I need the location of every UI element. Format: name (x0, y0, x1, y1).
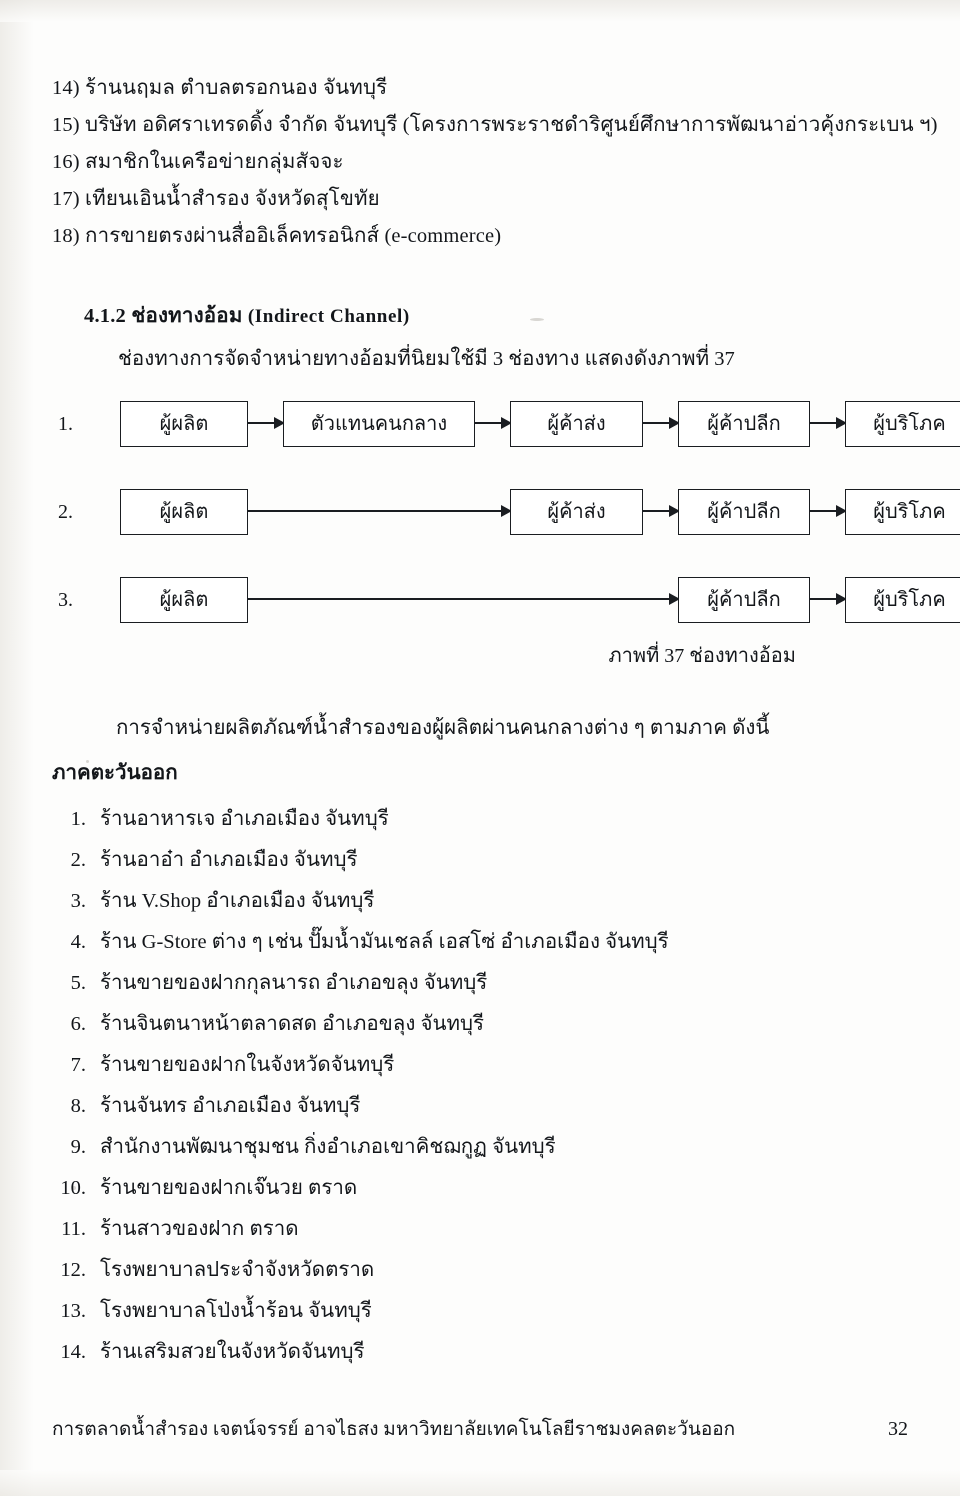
diagram-arrow (248, 510, 510, 512)
list-item-number: 10. (60, 1177, 86, 1199)
top-numbered-list (52, 70, 938, 255)
diagram-box: ผู้บริโภค (845, 489, 960, 535)
diagram-arrow (810, 510, 845, 512)
diagram-row-1 (52, 401, 946, 449)
region-heading: ภาคตะวันออก (52, 762, 178, 784)
diagram-arrow (248, 422, 283, 424)
list-item (52, 1127, 892, 1168)
list-item (52, 1209, 892, 1250)
diagram-box: ผู้ค้าปลีก (678, 401, 810, 447)
diagram-box: ผู้ค้าปลีก (678, 577, 810, 623)
diagram-box: ผู้ค้าส่ง (510, 401, 643, 447)
diagram-box: ผู้บริโภค (845, 577, 960, 623)
list-item (52, 1168, 892, 1209)
list-item-number: 4. (70, 931, 86, 953)
list-item: 15) บริษัท อดิศราเทรดดิ้ง จำกัด จันทบุรี (โครงการพระราชดำริศูนย์ศึกษาการพัฒนาอ่าวคุ้งกระเบน ฯ) (52, 114, 938, 136)
list-item: 17) เทียนเอินน้ำสำรอง จังหวัดสุโขทัย (52, 188, 380, 210)
channel-diagram (52, 401, 946, 633)
list-item-label: ร้านจินตนาหน้าตลาดสด อำเภอขลุง จันทบุรี (100, 1013, 485, 1035)
list-item (52, 1045, 892, 1086)
row-label: 1. (58, 413, 73, 435)
list-item-number: 6. (70, 1013, 86, 1035)
diagram-arrow (475, 422, 510, 424)
section-heading (84, 299, 892, 332)
diagram-box: ผู้ผลิต (120, 401, 248, 447)
footer-text: การตลาดน้ำสำรอง เจตน์จรรย์ อาจไธสง มหาวิทยาลัยเทคโนโลยีราชมงคลตะวันออก (52, 1419, 736, 1440)
list-item (52, 1332, 892, 1373)
figure-caption: ภาพที่ 37 ช่องทางอ้อม (608, 645, 796, 667)
list-item-number: 14. (60, 1341, 86, 1363)
list-item: 14) ร้านนฤมล ตำบลตรอกนอง จันทบุรี (52, 77, 388, 99)
list-item-label: ร้านสาวของฝาก ตราด (100, 1218, 299, 1240)
diagram-box: ผู้ผลิต (120, 577, 248, 623)
diagram-box: ผู้ค้าปลีก (678, 489, 810, 535)
scan-edge-top (0, 0, 960, 22)
list-item (52, 1086, 892, 1127)
page-footer (52, 1414, 908, 1444)
list-item-number: 5. (70, 972, 86, 994)
section-intro: ช่องทางการจัดจำหน่ายทางอ้อมที่นิยมใช้มี 3 ช่องทาง แสดงดังภาพที่ 37 (118, 348, 735, 370)
diagram-arrow (643, 422, 678, 424)
list-item-number: 11. (61, 1218, 86, 1240)
list-item-label: ร้าน G-Store ต่าง ๆ เช่น ปั๊มน้ำมันเชลล์ เอสโซ่ อำเภอเมือง จันทบุรี (100, 931, 669, 953)
list-item-number: 7. (70, 1054, 86, 1076)
list-item-label: ร้านอาหารเจ อำเภอเมือง จันทบุรี (100, 808, 389, 830)
list-item-label: สำนักงานพัฒนาชุมชน กิ่งอำเภอเขาคิชฌกูฏ จันทบุรี (100, 1136, 556, 1158)
diagram-box: ผู้ผลิต (120, 489, 248, 535)
page-content (52, 70, 946, 1373)
diagram-arrow (248, 598, 678, 600)
row-label: 3. (58, 589, 73, 611)
list-item (52, 881, 892, 922)
bottom-numbered-list (52, 799, 892, 1373)
section-title-th: ช่องทางอ้อม (131, 305, 243, 327)
list-item (52, 1004, 892, 1045)
list-item-number: 13. (60, 1300, 86, 1322)
diagram-box: ผู้บริโภค (845, 401, 960, 447)
list-item: 16) สมาชิกในเครือข่ายกลุ่มสัจจะ (52, 151, 344, 173)
list-item-label: ร้านจันทร อำเภอเมือง จันทบุรี (100, 1095, 361, 1117)
list-item-number: 9. (70, 1136, 86, 1158)
list-item-number: 2. (70, 849, 86, 871)
list-item-label: ร้านเสริมสวยในจังหวัดจันทบุรี (100, 1341, 365, 1363)
diagram-row-3 (52, 577, 946, 625)
diagram-box: ผู้ค้าส่ง (510, 489, 643, 535)
body-paragraph: การจำหน่ายผลิตภัณฑ์น้ำสำรองของผู้ผลิตผ่านคนกลางต่าง ๆ ตามภาค ดังนี้ (116, 717, 770, 739)
list-item: 18) การขายตรงผ่านสื่ออิเล็คทรอนิกส์ (e-commerce) (52, 225, 502, 247)
list-item-number: 12. (60, 1259, 86, 1281)
list-item-number: 8. (70, 1095, 86, 1117)
page-number: 32 (888, 1418, 908, 1440)
list-item-number: 3. (70, 890, 86, 912)
list-item-label: ร้าน V.Shop อำเภอเมือง จันทบุรี (100, 890, 375, 912)
list-item (52, 840, 892, 881)
list-item-label: โรงพยาบาลประจำจังหวัดตราด (100, 1259, 375, 1281)
diagram-arrow (643, 510, 678, 512)
list-item (52, 799, 892, 840)
row-label: 2. (58, 501, 73, 523)
list-item-label: โรงพยาบาลโป่งน้ำร้อน จันทบุรี (100, 1300, 372, 1322)
list-item-label: ร้านขายของฝากเจ๊นวย ตราด (100, 1177, 358, 1199)
section-title-en: (Indirect Channel) (247, 306, 410, 327)
scan-edge-left (0, 0, 34, 1496)
list-item (52, 963, 892, 1004)
scan-edge-bottom (0, 1470, 960, 1496)
diagram-box: ตัวแทนคนกลาง (283, 401, 475, 447)
section-number: 4.1.2 (84, 305, 126, 327)
list-item (52, 1291, 892, 1332)
list-item (52, 922, 892, 963)
list-item-label: ร้านขายของฝากกุลนารถ อำเภอขลุง จันทบุรี (100, 972, 488, 994)
list-item-number: 1. (70, 808, 86, 830)
diagram-arrow (810, 422, 845, 424)
list-item-label: ร้านขายของฝากในจังหวัดจันทบุรี (100, 1054, 395, 1076)
list-item-label: ร้านอาอ๋า อำเภอเมือง จันทบุรี (100, 849, 358, 871)
diagram-arrow (810, 598, 845, 600)
diagram-row-2 (52, 489, 946, 537)
list-item (52, 1250, 892, 1291)
